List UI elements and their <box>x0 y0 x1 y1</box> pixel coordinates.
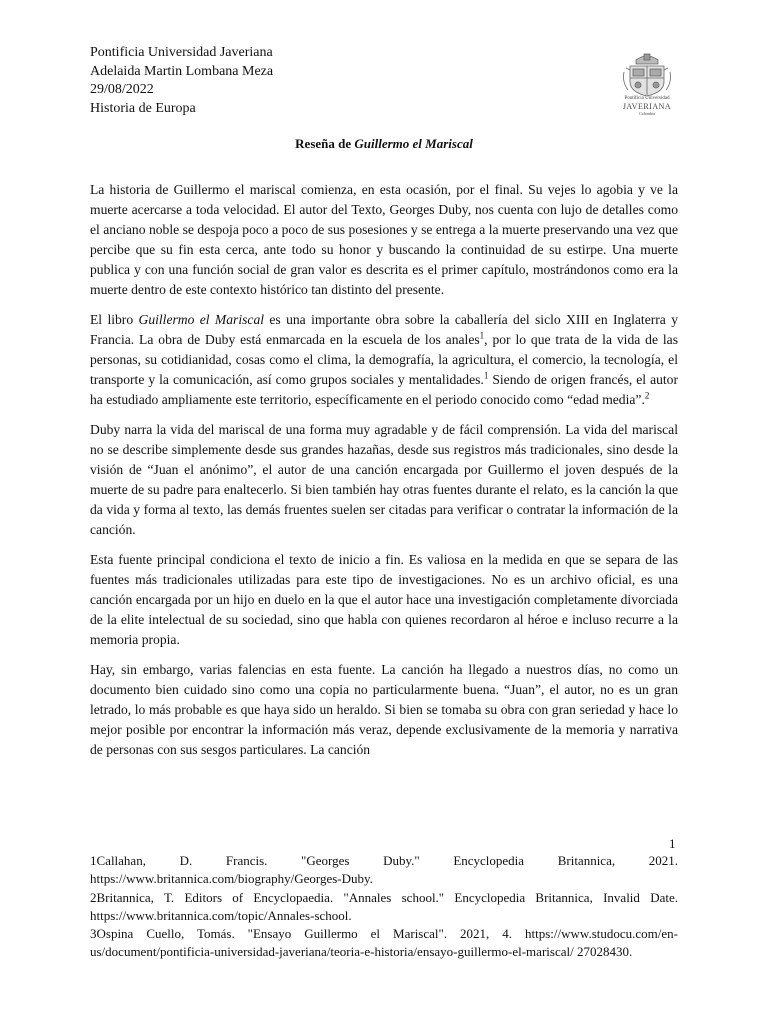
p2-text-a: El libro <box>90 312 139 327</box>
title-book: Guillermo el Mariscal <box>354 136 473 151</box>
title-prefix: Reseña de <box>295 136 355 151</box>
document-title <box>90 136 678 152</box>
logo-line2: JAVERIANA <box>622 102 672 111</box>
logo-caption <box>612 96 682 116</box>
paragraph-1: La historia de Guillermo el mariscal comienza, en esta ocasión, por el final. Su vejes lo agobia y ve la muerte acercarse a toda velocidad. El autor del Texto, Georges Duby, nos cuenta con lujo de detalles como el anciano noble se despoja poco a poco de sus posesiones y se entrega a la muerte preservando una vez que percibe que su fin esta cerca, ante todo su honor y buscando la continuidad de su estirpe. Una muerte publica y con una función social de gran valor es descrita es el primer capítulo, mostrándonos como era la muerte dentro de este contexto histórico tan distinto del presente. <box>90 182 678 297</box>
footnote-2: 2Britannica, T. Editors of Encyclopaedia. "Annales school." Encyclopedia Britannica, Invalid Date. https://www.britannica.com/topic/Annales-school. <box>90 889 678 923</box>
paragraph-3: Duby narra la vida del mariscal de una forma muy agradable y de fácil comprensión. La vida del mariscal no se describe simplemente desde sus grandes hazañas, desde sus registros más tradicionales, sino desde la visión de “Juan el anónimo”, el autor de una canción encargada por Guillermo el joven después de la muerte de su padre para enaltecerlo. Si bien también hay otras fuentes durante el relato, es la canción la que da vida y forma al texto, las demás fruentes suelen ser citadas para verificar o contratar la información de la canción. <box>90 422 678 537</box>
page-number: 1 <box>669 836 676 851</box>
footnote-3: 3Ospina Cuello, Tomás. "Ensayo Guillermo el Mariscal". 2021, 4. https://www.studocu.com/en-us/document/pontificia-universidad-javeriana/teoria-e-historia/ensayo-guillermo-el-mariscal/ 27028430. <box>90 926 678 960</box>
p2-text-c: , por lo que trata de la vida de las personas, su cotidianidad, cosas como el clima, la demografía, la agricultura, el comercio, la tecnología, el transporte y la comunicación, así como grupos sociales y mentalidades. <box>90 332 678 387</box>
paragraph-5: Hay, sin embargo, varias falencias en esta fuente. La canción ha llegado a nuestros días, no como un documento bien cuidado sino como una copia no particularmente buena. “Juan”, el autor, no es un gran letrado, lo más probable es que haya sido un heraldo. Si bien se tomaba su obra con gran seriedad y hace lo mejor posible por encontrar la información más veraz, depende exclusivamente de la memoria y narrativa de personas con sus sesgos particulares. La canción <box>90 662 678 757</box>
footnotes-section <box>90 852 678 962</box>
logo-line3: Colombia <box>639 111 655 116</box>
paragraph-4: Esta fuente principal condiciona el texto de inicio a fin. Es valiosa en la medida en que se separa de las fuentes más tradicionales utilizadas para este tipo de investigaciones. No es un archivo oficial, es una canción encargada por un hijo en duelo en la que el autor hace una investigación completamente divorciada de la elite intelectual de su sociedad, sino que habla con quienes recordaron al héroe e incluso recurre a la memoria propia. <box>90 552 678 647</box>
course-name: Historia de Europa <box>90 100 196 116</box>
document-date: 29/08/2022 <box>90 82 154 97</box>
footnote-ref-1b[interactable]: 1 <box>483 370 489 381</box>
footnote-1: 1Callahan, D. Francis. "Georges Duby." Encyclopedia Britannica, 2021. https://www.britannica.com/biography/Georges-Duby. <box>90 853 678 887</box>
p2-text-d: Siendo de origen francés, el autor ha estudiado ampliamente este territorio, específicamente en el periodo conocido como “edad media”. <box>90 372 679 407</box>
document-header <box>90 44 273 118</box>
footnote-ref-1[interactable]: 1 <box>479 330 485 341</box>
document-body <box>90 180 678 770</box>
author-name: Adelaida Martin Lombana Meza <box>90 63 274 79</box>
p2-text-b: es una importante obra sobre la caballería del siclo XIII en Inglaterra y Francia. La obra de Duby está enmarcada en la escuela de los anales <box>90 312 678 347</box>
logo-line1: Pontificia Universidad <box>624 96 670 101</box>
p2-book-title: Guillermo el Mariscal <box>138 312 265 327</box>
paragraph-2 <box>90 310 678 410</box>
university-name: Pontificia Universidad Javeriana <box>90 45 273 60</box>
footnote-ref-2[interactable]: 2 <box>644 390 650 401</box>
